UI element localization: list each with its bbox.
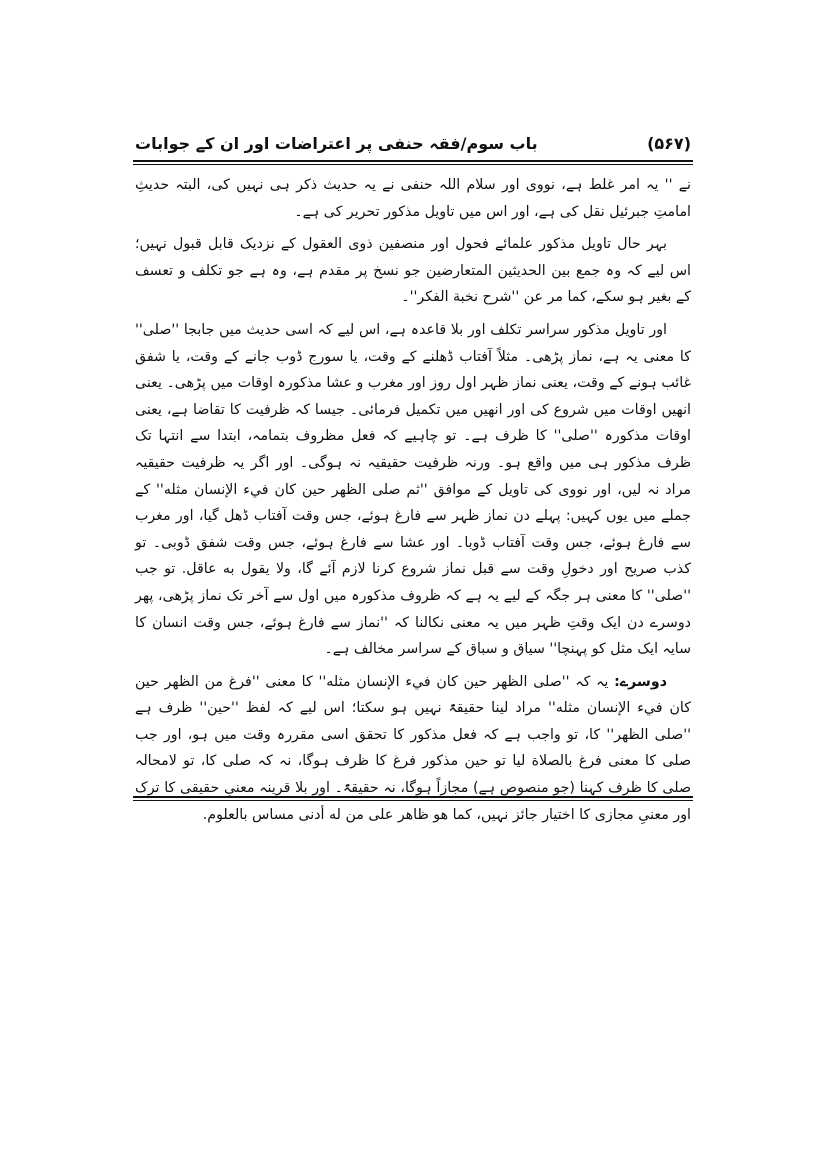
paragraph-2: بہر حال تاویل مذکور علمائے فحول اور منصفین ذوی العقول کے نزدیک قابل قبول نہیں؛ اس لیے کہ وہ جمع بین الحدیثین المتعارضین جو نسخ پر مقدم ہے، وہ ہے جو تکلف و تعسف کے بغیر ہو سکے، کما مر عن ''شرح نخبة الفكر''۔ bbox=[135, 236, 691, 306]
paragraph-1: نے '' یہ امر غلط ہے، نووی اور سلام اللہ حنفی نے یہ حدیث ذکر ہی نہیں کی، البتہ حدیثِ امامتِ جبرئیل نقل کی ہے، اور اس میں تاویل مذکور تحریر کی ہے۔ bbox=[135, 177, 691, 220]
paragraph-4 bbox=[135, 669, 691, 829]
header-rule-thick bbox=[133, 160, 693, 162]
body-text bbox=[135, 172, 691, 834]
footer-rule-thick bbox=[133, 796, 693, 798]
paragraph-4-lead: دوسرے: bbox=[614, 673, 667, 690]
footer-rule-thin bbox=[133, 800, 693, 801]
paragraph-3: اور تاویل مذکور سراسر تکلف اور بلا قاعدہ ہے، اس لیے کہ اسی حدیث میں جابجا ''صلی'' کا معنی یہ ہے، نماز پڑھی۔ مثلاً آفتاب ڈھلنے کے وقت، یا سورج ڈوب جانے کے وقت، یا شفق غائب ہونے کے وقت، یعنی نماز ظہر اول روز اور مغرب و عشا مذکورہ اوقات میں پڑھی۔ یعنی انھیں اوقات میں شروع کی اور انھیں میں تکمیل فرمائی۔ جیسا کہ ظرفیت کا تقاضا ہے، یعنی اوقات مذکورہ ''صلی'' کا ظرف ہے۔ تو چاہیے کہ فعل مظروف بتمامہ، ابتدا سے انتہا تک ظرف مذکور ہی میں واقع ہو۔ ورنہ ظرفیت حقیقیہ نہ ہوگی۔ اور اگر یہ ظرفیت حقیقیہ مراد نہ لیں، اور نووی کی تاویل کے موافق ''ثم صلی الظهر حين كان فيء الإنسان مثله'' کے جملے میں یوں کہیں: پہلے دن نماز ظہر سے فارغ ہوئے، جس وقت آفتاب ڈھل گیا، اور مغرب سے فارغ ہوئے، جس وقت آفتاب ڈوبا۔ اور عشا سے فارغ ہوئے، جس وقت شفق ڈوبی۔ تو کذب صریح اور دخولِ وقت سے قبل نماز شروع کرنا لازم آئے گا، ولا يقول به عاقل. تو جب ''صلی'' کا معنی ہر جگہ کے لیے یہ ہے کہ ظروف مذکورہ میں اول سے آخر تک نماز پڑھی، پھر دوسرے دن ایک وقتِ ظہر میں یہ معنی نکالنا کہ ''نماز سے فارغ ہوئے، جس وقت انسان کا سایہ ایک مثل کو پہنچا'' سیاق و سباق کے سراسر مخالف ہے۔ bbox=[135, 321, 691, 658]
page-header bbox=[135, 128, 691, 158]
page-number: (۵۶۷) bbox=[647, 133, 691, 153]
chapter-title: باب سوم/فقہ حنفی پر اعتراضات اور ان کے جوابات bbox=[135, 133, 538, 153]
paragraph-4-text: یہ کہ ''صلى الظهر حين كان فيء الإنسان مثله'' کا معنی ''فرغ من الظهر حين كان فيء الإنسان مثله'' مراد لینا حقیقۃً نہیں ہو سکتا؛ اس لیے کہ لفظ ''حین'' ظرف ہے ''صلى الظهر'' کا، تو واجب ہے کہ فعل مذکور کا تحقق اسی مقررہ وقت میں ہو، اور جب صلی کا معنی فرغ بالصلاة لیا تو حین مذکور فرغ کا ظرف ہوگا، نہ کہ صلی کا، تو لامحالہ صلی کا ظرف کہنا (جو منصوص ہے) مجازاً ہوگا، نہ حقیقۃً۔ اور بلا قرینہ معنیِ حقیقی کا ترک اور معنیِ مجازی کا اختیار جائز نہیں، كما هو ظاهر على من له أدنى مساس بالعلوم. bbox=[135, 673, 691, 823]
header-rule-thin bbox=[133, 164, 693, 165]
